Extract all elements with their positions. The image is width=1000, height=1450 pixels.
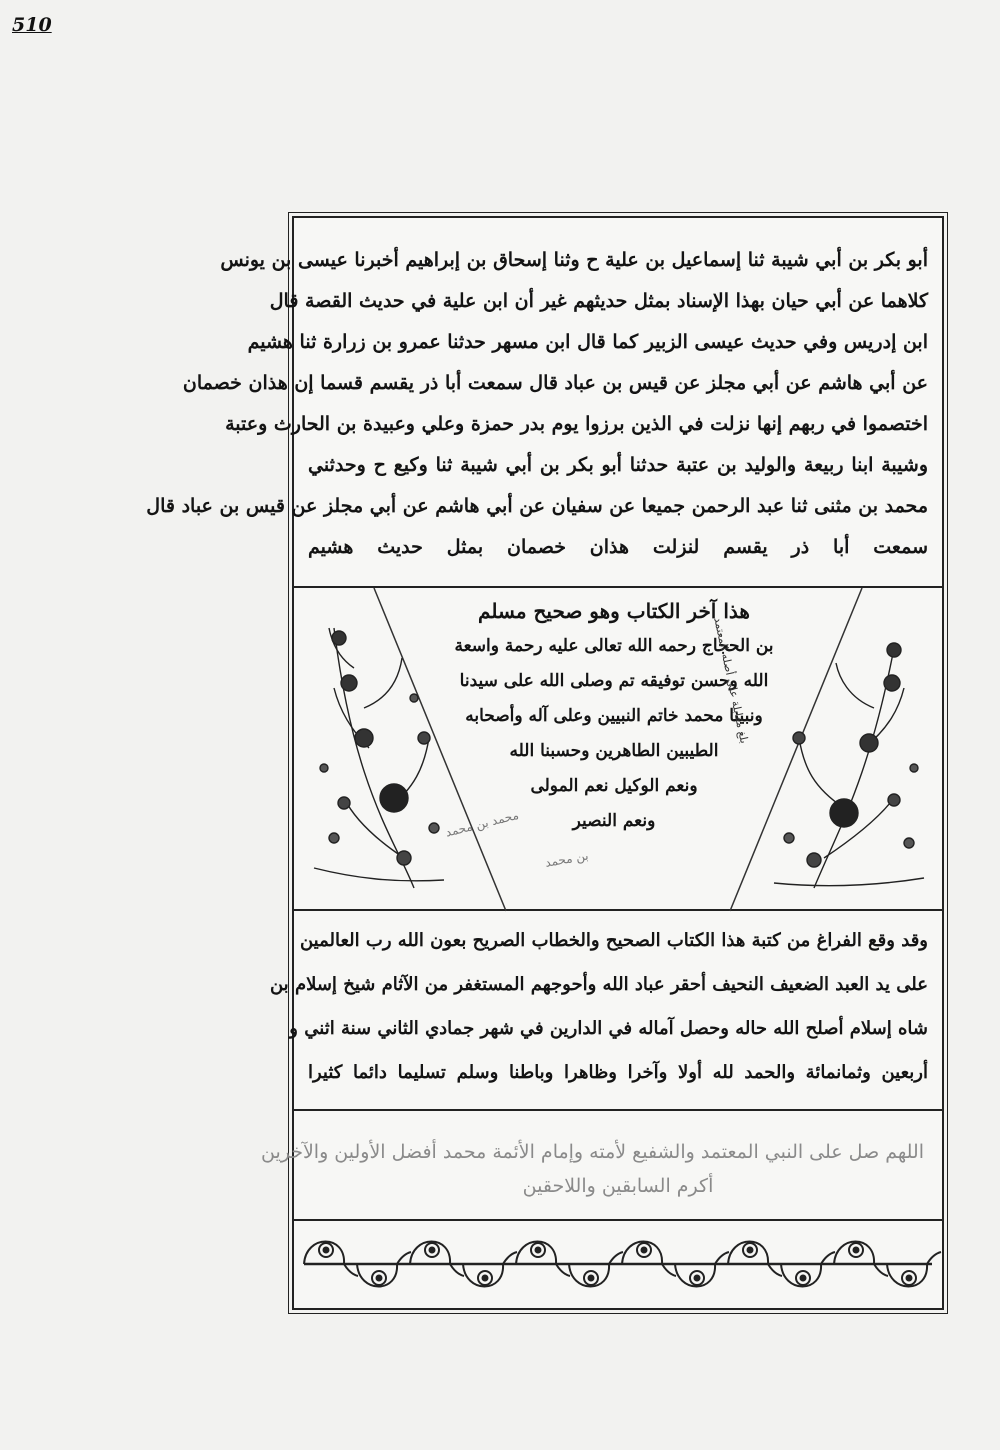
colophon-line: الطيبين الطاهرين وحسبنا الله — [509, 741, 719, 761]
colophon-line: ونعم الوكيل نعم المولى — [530, 776, 698, 796]
prayer-panel — [260, 1111, 942, 1221]
colophon-line: ونعم النصير — [572, 811, 656, 831]
colophon-panel — [294, 588, 942, 911]
page-number: 510 — [12, 14, 52, 36]
text-line: سمعت أبا ذر يقسم لنزلت هذان خصمان بمثل حديث هشيم — [308, 536, 928, 558]
text-line: وشيبة ابنا ربيعة والوليد بن عتبة حدثنا أبو بكر بن أبي شيبة ثنا وكيع ح وحدثني — [308, 454, 928, 476]
text-line: محمد بن مثنى ثنا عبد الرحمن جميعا عن سفيان عن أبي هاشم عن أبي مجلز عن قيس بن عباد قال — [146, 495, 928, 517]
colophon-text — [424, 594, 804, 839]
text-line: عن أبي هاشم عن أبي مجلز عن قيس بن عباد قال سمعت أبا ذر يقسم قسما إن هذان خصمان — [182, 372, 928, 394]
margin-note: بن محمد — [544, 848, 590, 870]
colophon-line: ونبينا محمد خاتم النبيين وعلى آله وأصحابه — [465, 706, 763, 726]
text-line: أربعين وثمانمائة والحمد لله أولا وآخرا وظاهرا وباطنا وسلم تسليما دائما كثيرا — [308, 1062, 928, 1083]
text-line: اختصموا في ربهم إنها نزلت في الذين برزوا يوم بدر حمزة وعلي وعبيدة بن الحارث وعتبة — [225, 413, 928, 435]
margin-note: بلغ مقابلة على أصله المعتمد — [711, 616, 751, 745]
text-line: كلاهما عن أبي حيان بهذا الإسناد بمثل حديثهم غير أن ابن علية في حديث القصة قال — [269, 290, 928, 312]
margin-note: محمد بن محمد — [444, 807, 521, 840]
colophon-line: الله وحسن توفيقه تم وصلى الله على سيدنا — [459, 671, 769, 691]
manuscript-frame — [146, 216, 944, 1310]
completion-note — [269, 911, 942, 1111]
main-text-block — [146, 218, 942, 588]
text-line: ابن إدريس وفي حديث عيسى الزبير كما قال ابن مسهر حدثنا عمرو بن زرارة ثنا هشيم — [247, 331, 928, 353]
scroll-ornament-icon — [294, 1221, 942, 1308]
text-line: أبو بكر بن أبي شيبة ثنا إسماعيل بن علية ح وثنا إسحاق بن إبراهيم أخبرنا عيسى بن يونس — [220, 249, 928, 271]
colophon-line: هذا آخر الكتاب وهو صحيح مسلم — [478, 599, 750, 623]
text-line: على يد العبد الضعيف النحيف أحقر عباد الله وأحوجهم المستغفر من الآثام شيخ إسلام بن — [269, 974, 928, 995]
prayer-line: أكرم السابقين واللاحقين — [522, 1175, 714, 1197]
prayer-line: اللهم صل على النبي المعتمد والشفيع لأمته وإمام الأئمة محمد أفضل الأولين والآخرين — [260, 1141, 924, 1163]
colophon-line: بن الحجاج رحمه الله تعالى عليه رحمة واسعة — [454, 636, 774, 656]
text-line: وقد وقع الفراغ من كتبة هذا الكتاب الصحيح والخطاب الصريح بعون الله رب العالمين — [299, 930, 928, 951]
text-line: شاه إسلام أصلح الله حاله وحصل آماله في الدارين في شهر جمادي الثاني سنة اثني و — [289, 1018, 928, 1039]
scroll-border-panel — [294, 1221, 942, 1308]
